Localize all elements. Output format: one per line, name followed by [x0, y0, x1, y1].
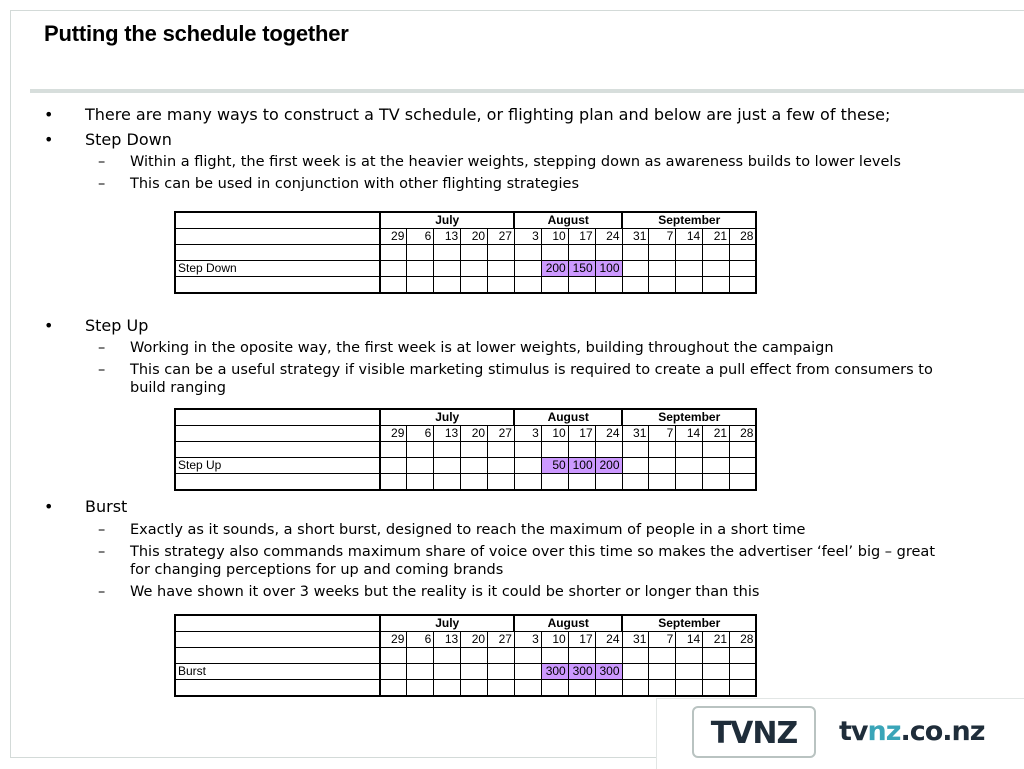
table-cell [514, 458, 541, 474]
blank-row [175, 277, 756, 294]
month-header: July [380, 409, 514, 426]
table-cell [407, 680, 434, 697]
table-cell [434, 277, 461, 294]
table-cell [595, 680, 622, 697]
weight-cell: 50 [541, 458, 568, 474]
table-cell [380, 680, 407, 697]
table-cell [380, 474, 407, 491]
week-header: 28 [730, 229, 757, 245]
table-cell [703, 458, 730, 474]
weight-cell: 300 [595, 664, 622, 680]
table-cell [461, 474, 488, 491]
table-cell [488, 680, 515, 697]
week-header: 20 [461, 229, 488, 245]
table-cell [703, 261, 730, 277]
table-cell [380, 442, 407, 458]
table-cell [461, 261, 488, 277]
table-cell [461, 442, 488, 458]
table-cell [676, 277, 703, 294]
table-cell [622, 442, 649, 458]
table-cell [541, 442, 568, 458]
table-cell [175, 229, 380, 245]
tvnz-url-part: .co.nz [900, 716, 985, 747]
table-cell [488, 442, 515, 458]
strategy-label: Step Down [175, 261, 380, 277]
table-cell [595, 442, 622, 458]
strategy-label: Step Up [175, 458, 380, 474]
week-header: 10 [541, 229, 568, 245]
table-cell [175, 474, 380, 491]
table-cell [676, 458, 703, 474]
blank-row [175, 245, 756, 261]
table-cell [541, 277, 568, 294]
month-header: August [514, 615, 622, 632]
weight-cell: 100 [595, 261, 622, 277]
table-cell [461, 680, 488, 697]
table-cell [622, 680, 649, 697]
table-cell [676, 648, 703, 664]
table-cell [622, 277, 649, 294]
table-cell [380, 245, 407, 261]
weight-cell: 150 [568, 261, 595, 277]
table-cell [407, 245, 434, 261]
week-header: 29 [380, 632, 407, 648]
table-cell [703, 474, 730, 491]
table-cell [514, 442, 541, 458]
table-cell [514, 648, 541, 664]
table-cell [488, 245, 515, 261]
week-header: 17 [568, 229, 595, 245]
table-cell [568, 245, 595, 261]
week-header: 27 [488, 632, 515, 648]
week-header: 7 [649, 632, 676, 648]
week-header: 21 [703, 426, 730, 442]
week-header: 14 [676, 229, 703, 245]
table-cell [595, 277, 622, 294]
table-cell [730, 648, 757, 664]
week-header: 29 [380, 229, 407, 245]
strategy-row [175, 664, 756, 680]
week-header: 14 [676, 632, 703, 648]
week-row [175, 229, 756, 245]
table-cell [407, 277, 434, 294]
table-cell [595, 648, 622, 664]
week-header: 20 [461, 426, 488, 442]
table-cell [541, 648, 568, 664]
sub-bullet-text: This can be a useful strategy if visible marketing stimulus is required to create a pull effect from consumers to build ranging [130, 362, 933, 396]
table-cell [568, 680, 595, 697]
table-cell [380, 664, 407, 680]
weight-cell: 100 [568, 458, 595, 474]
week-header: 17 [568, 632, 595, 648]
table-cell [434, 474, 461, 491]
table-cell [649, 474, 676, 491]
table-cell [488, 458, 515, 474]
month-header: July [380, 615, 514, 632]
table-cell [461, 245, 488, 261]
bullet-text: Step Up [85, 316, 149, 335]
month-row [175, 409, 756, 426]
table-cell [407, 261, 434, 277]
table-cell [568, 648, 595, 664]
table-cell [730, 664, 757, 680]
table-cell [488, 277, 515, 294]
sub-bullet-text: Working in the oposite way, the first week is at lower weights, building throughout the campaign [130, 340, 834, 356]
table-cell [434, 245, 461, 261]
week-header: 13 [434, 229, 461, 245]
table-cell [514, 277, 541, 294]
week-header: 31 [622, 426, 649, 442]
table-cell [514, 680, 541, 697]
table-cell [488, 664, 515, 680]
week-header: 6 [407, 229, 434, 245]
table-cell [622, 664, 649, 680]
tvnz-url-part: nz [867, 716, 901, 747]
week-header: 31 [622, 632, 649, 648]
week-header: 3 [514, 426, 541, 442]
sub-bullet-dash: – [98, 544, 106, 560]
week-header: 21 [703, 229, 730, 245]
table-cell [380, 261, 407, 277]
table-cell [649, 648, 676, 664]
week-header: 29 [380, 426, 407, 442]
week-header: 24 [595, 632, 622, 648]
table-cell [175, 632, 380, 648]
bullet-text: Burst [85, 497, 128, 516]
week-header: 27 [488, 229, 515, 245]
table-cell [730, 261, 757, 277]
week-header: 3 [514, 229, 541, 245]
table-cell [649, 261, 676, 277]
table-cell [703, 442, 730, 458]
month-row [175, 212, 756, 229]
week-header: 13 [434, 426, 461, 442]
table-cell [380, 458, 407, 474]
table-cell [175, 245, 380, 261]
week-header: 28 [730, 632, 757, 648]
table-cell [649, 442, 676, 458]
tvnz-logo [692, 706, 816, 758]
month-header: July [380, 212, 514, 229]
week-header: 14 [676, 426, 703, 442]
table-cell [676, 442, 703, 458]
table-cell [676, 474, 703, 491]
week-header: 24 [595, 426, 622, 442]
table-cell [622, 261, 649, 277]
table-cell [175, 615, 380, 632]
table-cell [676, 680, 703, 697]
week-header: 17 [568, 426, 595, 442]
table-cell [730, 458, 757, 474]
table-cell [488, 261, 515, 277]
table-cell [703, 664, 730, 680]
table-cell [649, 245, 676, 261]
schedule-table-step-down [174, 211, 757, 294]
tvnz-logo-icon [694, 708, 814, 756]
table-cell [434, 664, 461, 680]
sub-bullet-dash: – [98, 522, 106, 538]
table-cell [407, 648, 434, 664]
bullet-text: There are many ways to construct a TV schedule, or flighting plan and below are just a few of these; [85, 105, 891, 124]
table-cell [703, 277, 730, 294]
table-cell [730, 680, 757, 697]
week-header: 24 [595, 229, 622, 245]
table-cell [434, 442, 461, 458]
table-cell [407, 664, 434, 680]
week-header: 28 [730, 426, 757, 442]
sub-bullet-dash: – [98, 154, 106, 170]
table-cell [380, 648, 407, 664]
table-cell [541, 245, 568, 261]
bullet-text: Step Down [85, 130, 172, 149]
table-cell [461, 648, 488, 664]
tvnz-url-part: tv [839, 716, 868, 747]
week-header: 10 [541, 426, 568, 442]
weight-cell: 200 [541, 261, 568, 277]
table-cell [461, 277, 488, 294]
table-cell [434, 261, 461, 277]
week-header: 31 [622, 229, 649, 245]
table-cell [649, 277, 676, 294]
table-cell [703, 648, 730, 664]
table-cell [514, 261, 541, 277]
month-header: September [622, 212, 756, 229]
table-cell [514, 245, 541, 261]
table-cell [407, 474, 434, 491]
table-cell [434, 648, 461, 664]
table-cell [676, 245, 703, 261]
table-cell [622, 648, 649, 664]
table-cell [175, 409, 380, 426]
strategy-label: Burst [175, 664, 380, 680]
schedule-table-step-up [174, 408, 757, 491]
table-cell [434, 458, 461, 474]
table-cell [676, 664, 703, 680]
table-cell [622, 245, 649, 261]
sub-bullet-dash: – [98, 584, 106, 600]
table-cell [649, 458, 676, 474]
month-header: August [514, 409, 622, 426]
table-cell [730, 245, 757, 261]
week-header: 27 [488, 426, 515, 442]
schedule-table-burst [174, 614, 757, 697]
table-cell [730, 442, 757, 458]
bullet-dot: • [44, 497, 54, 516]
week-row [175, 426, 756, 442]
weight-cell: 300 [568, 664, 595, 680]
month-header: September [622, 615, 756, 632]
month-header: September [622, 409, 756, 426]
sub-bullet-text: This can be used in conjunction with other flighting strategies [130, 176, 580, 192]
blank-row [175, 442, 756, 458]
bullet-dot: • [44, 316, 54, 335]
sub-bullet-text: This strategy also commands maximum share of voice over this time so makes the advertiser ‘feel’ big – great for changing perceptions for up and coming brands [130, 544, 936, 578]
table-cell [703, 245, 730, 261]
week-header: 10 [541, 632, 568, 648]
table-cell [514, 664, 541, 680]
table-cell [595, 245, 622, 261]
table-cell [407, 458, 434, 474]
title-divider [30, 89, 1024, 93]
table-cell [541, 680, 568, 697]
week-header: 3 [514, 632, 541, 648]
table-cell [514, 474, 541, 491]
strategy-row [175, 458, 756, 474]
table-cell [407, 442, 434, 458]
sub-bullet-text: Within a flight, the first week is at the heavier weights, stepping down as awareness builds to lower levels [130, 154, 901, 170]
table-cell [649, 680, 676, 697]
table-cell [568, 277, 595, 294]
table-cell [676, 261, 703, 277]
table-cell [568, 442, 595, 458]
blank-row [175, 648, 756, 664]
month-header: August [514, 212, 622, 229]
blank-row [175, 474, 756, 491]
week-header: 7 [649, 229, 676, 245]
table-cell [175, 426, 380, 442]
table-cell [434, 680, 461, 697]
table-cell [568, 474, 595, 491]
bullet-dot: • [44, 105, 54, 124]
table-cell [461, 458, 488, 474]
table-cell [622, 458, 649, 474]
table-cell [649, 664, 676, 680]
week-header: 13 [434, 632, 461, 648]
blank-row [175, 680, 756, 697]
table-cell [461, 664, 488, 680]
week-row [175, 632, 756, 648]
sub-bullet-text: We have shown it over 3 weeks but the reality is it could be shorter or longer than this [130, 584, 760, 600]
sub-bullet-dash: – [98, 362, 106, 378]
table-cell [175, 442, 380, 458]
slide-title: Putting the schedule together [44, 21, 349, 46]
table-cell [595, 474, 622, 491]
month-row [175, 615, 756, 632]
bullet-dot: • [44, 130, 54, 149]
week-header: 7 [649, 426, 676, 442]
week-header: 6 [407, 632, 434, 648]
week-header: 20 [461, 632, 488, 648]
week-header: 21 [703, 632, 730, 648]
table-cell [175, 212, 380, 229]
sub-bullet-text: Exactly as it sounds, a short burst, designed to reach the maximum of people in a short time [130, 522, 806, 538]
table-cell [175, 680, 380, 697]
table-cell [488, 474, 515, 491]
table-cell [703, 680, 730, 697]
week-header: 6 [407, 426, 434, 442]
sub-bullet-dash: – [98, 176, 106, 192]
tvnz-url [839, 716, 984, 747]
tvnz-logo-text: TVNZ [710, 716, 798, 751]
table-cell [541, 474, 568, 491]
table-cell [488, 648, 515, 664]
table-cell [380, 277, 407, 294]
weight-cell: 300 [541, 664, 568, 680]
table-cell [622, 474, 649, 491]
strategy-row [175, 261, 756, 277]
table-cell [730, 277, 757, 294]
table-cell [175, 648, 380, 664]
weight-cell: 200 [595, 458, 622, 474]
sub-bullet-dash: – [98, 340, 106, 356]
table-cell [175, 277, 380, 294]
table-cell [730, 474, 757, 491]
